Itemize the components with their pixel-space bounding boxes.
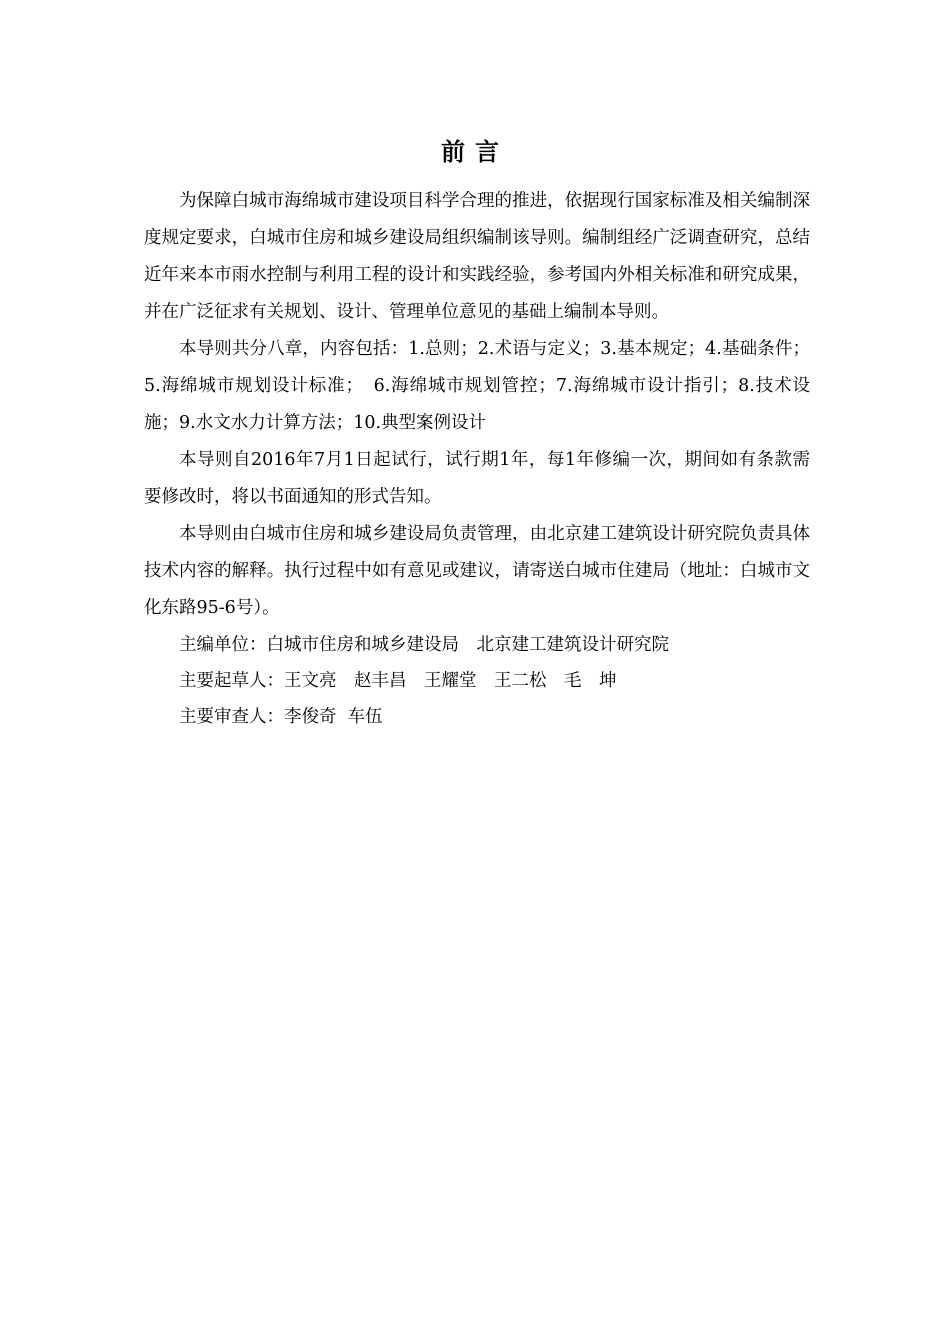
paragraph-purpose: 为保障白城市海绵城市建设项目科学合理的推进，依据现行国家标准及相关编制深度规定要求，白城市住房和城乡建设局组织编制该导则。编制组经广泛调查研究，总结近年来本市雨水控制与利用工程的设计和实践经验，参考国内外相关标准和研究成果，并在广泛征求有关规划、设计、管理单位意见的基础上编制本导则。 (144, 191, 810, 322)
paragraph-contents: 本导则共分八章，内容包括：1.总则；2.术语与定义；3.基本规定；4.基础条件；5.海绵城市规划设计标准； 6.海绵城市规划管控；7.海绵城市设计指引；8.技术设施；9.水文水力计算方法；10.典型案例设计 (144, 339, 810, 433)
page-title: 前言 (441, 138, 509, 166)
credit-drafters: 主要起草人：王文亮 赵丰昌 王耀堂 王二松 毛 坤 (179, 671, 617, 691)
document-body (144, 183, 810, 735)
paragraph-management: 本导则由白城市住房和城乡建设局负责管理，由北京建工建筑设计研究院负责具体技术内容的解释。执行过程中如有意见或建议，请寄送白城市住建局（地址：白城市文化东路95-6号）。 (144, 524, 810, 618)
paragraph-trial-period: 本导则自2016年7月1日起试行，试行期1年，每1年修编一次，期间如有条款需要修改时，将以书面通知的形式告知。 (144, 450, 810, 507)
credit-editor-units: 主编单位：白城市住房和城乡建设局 北京建工建筑设计研究院 (179, 635, 669, 655)
credit-reviewers: 主要审查人：李俊奇 车伍 (179, 707, 383, 727)
